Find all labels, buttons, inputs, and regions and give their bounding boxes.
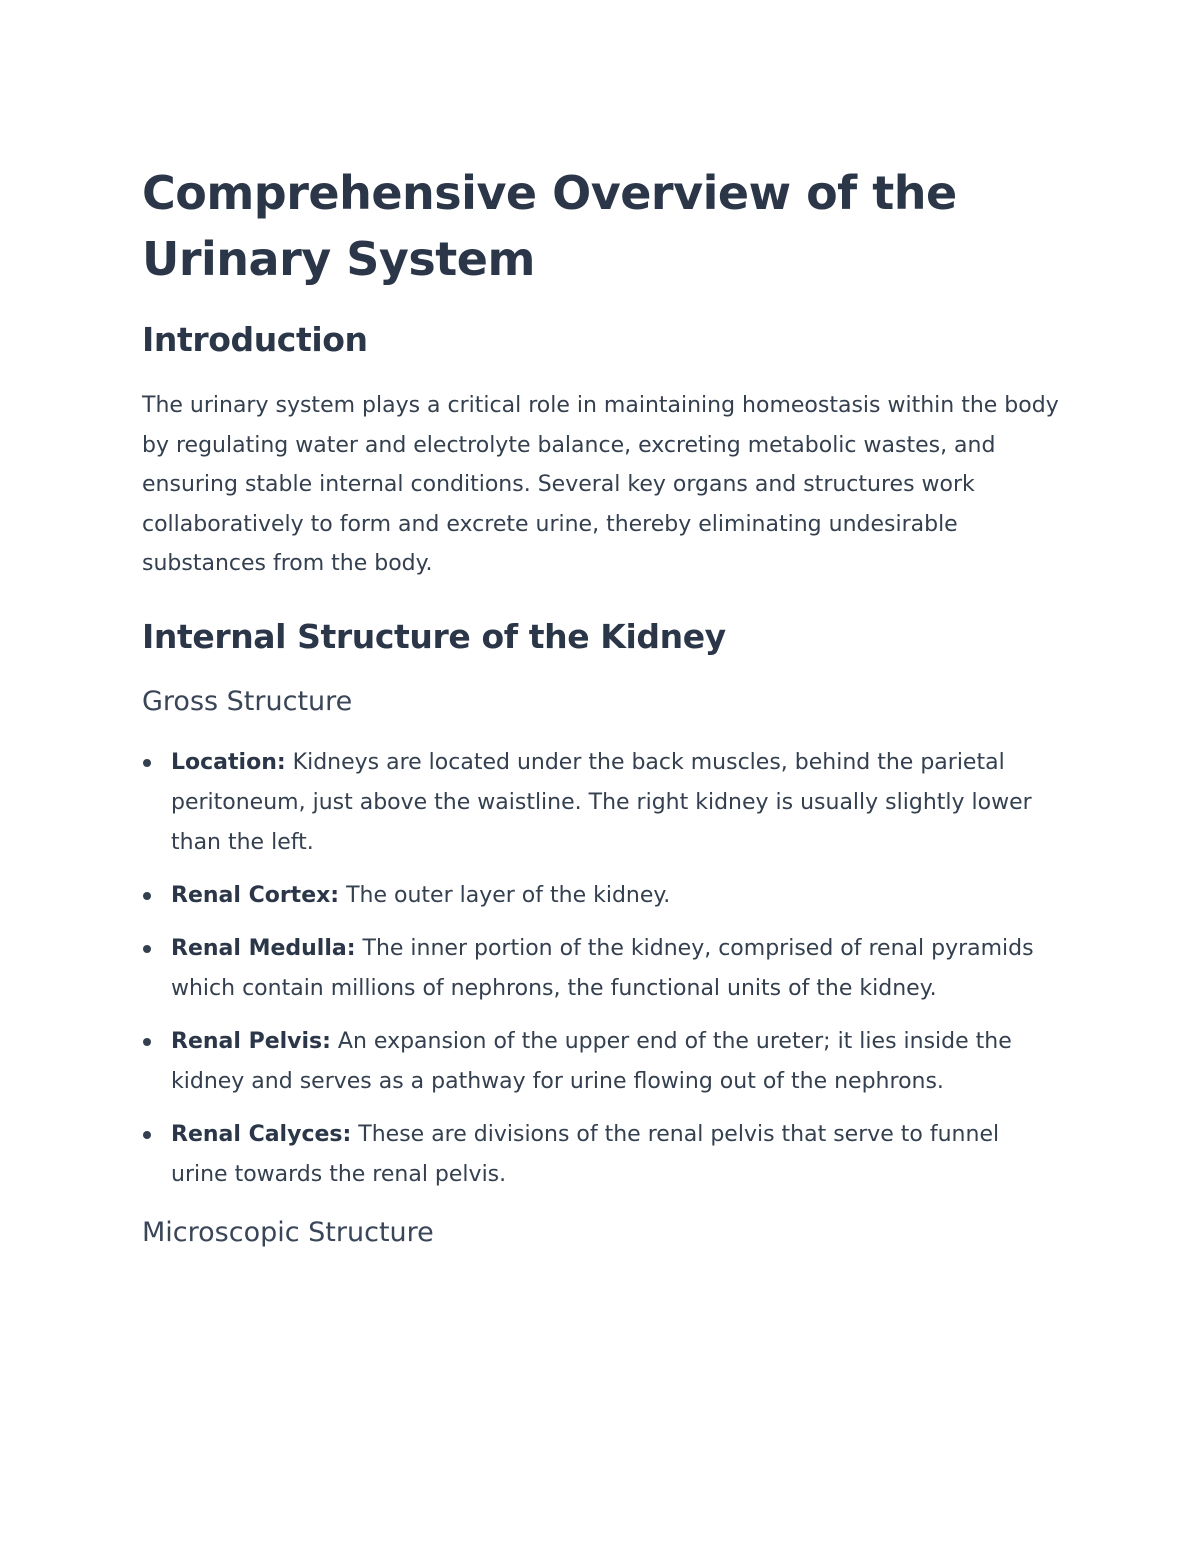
microscopic-structure-heading: Microscopic Structure [142, 1216, 434, 1248]
document-title: Comprehensive Overview of the Urinary System [142, 166, 957, 286]
list-item-term: Location: [171, 749, 286, 775]
bullet-icon [143, 892, 151, 900]
list-item-term: Renal Medulla: [171, 935, 356, 961]
bullet-icon [143, 759, 151, 767]
bullet-icon [143, 945, 151, 953]
list-item-term: Renal Calyces: [171, 1121, 352, 1147]
bullet-icon [143, 1038, 151, 1046]
list-item-renal-pelvis [142, 1022, 1062, 1102]
introduction-paragraph: The urinary system plays a critical role in maintaining homeostasis within the body by regulating water and electrolyte balance, excreting metabolic wastes, and ensuring stable internal conditions. Several key organs and structures work collaboratively to form and excrete urine, thereby eliminating undesirable substances from the body. [142, 393, 1059, 577]
list-item-text: The inner portion of the kidney, comprised of renal pyramids which contain millions of nephrons, the functional units of the kidney. [171, 935, 1034, 1001]
bullet-icon [143, 1131, 151, 1139]
gross-structure-list [142, 743, 1062, 1195]
introduction-heading: Introduction [142, 320, 368, 359]
list-item-location [142, 743, 1062, 863]
document-page [142, 160, 1062, 1251]
kidney-structure-heading: Internal Structure of the Kidney [142, 616, 726, 656]
list-item-text: An expansion of the upper end of the ureter; it lies inside the kidney and serves as a pathway for urine flowing out of the nephrons. [171, 1028, 1012, 1094]
list-item-term: Renal Pelvis: [171, 1028, 331, 1054]
list-item-text: These are divisions of the renal pelvis that serve to funnel urine towards the renal pelvis. [171, 1121, 1000, 1187]
list-item-renal-cortex [142, 876, 1062, 916]
gross-structure-heading: Gross Structure [142, 685, 353, 717]
list-item-term: Renal Cortex: [171, 882, 340, 908]
list-item-renal-medulla [142, 929, 1062, 1009]
list-item-renal-calyces [142, 1115, 1062, 1195]
list-item-text: The outer layer of the kidney. [339, 882, 671, 908]
list-item-text: Kidneys are located under the back muscles, behind the parietal peritoneum, just above the waistline. The right kidney is usually slightly lower than the left. [171, 749, 1032, 855]
